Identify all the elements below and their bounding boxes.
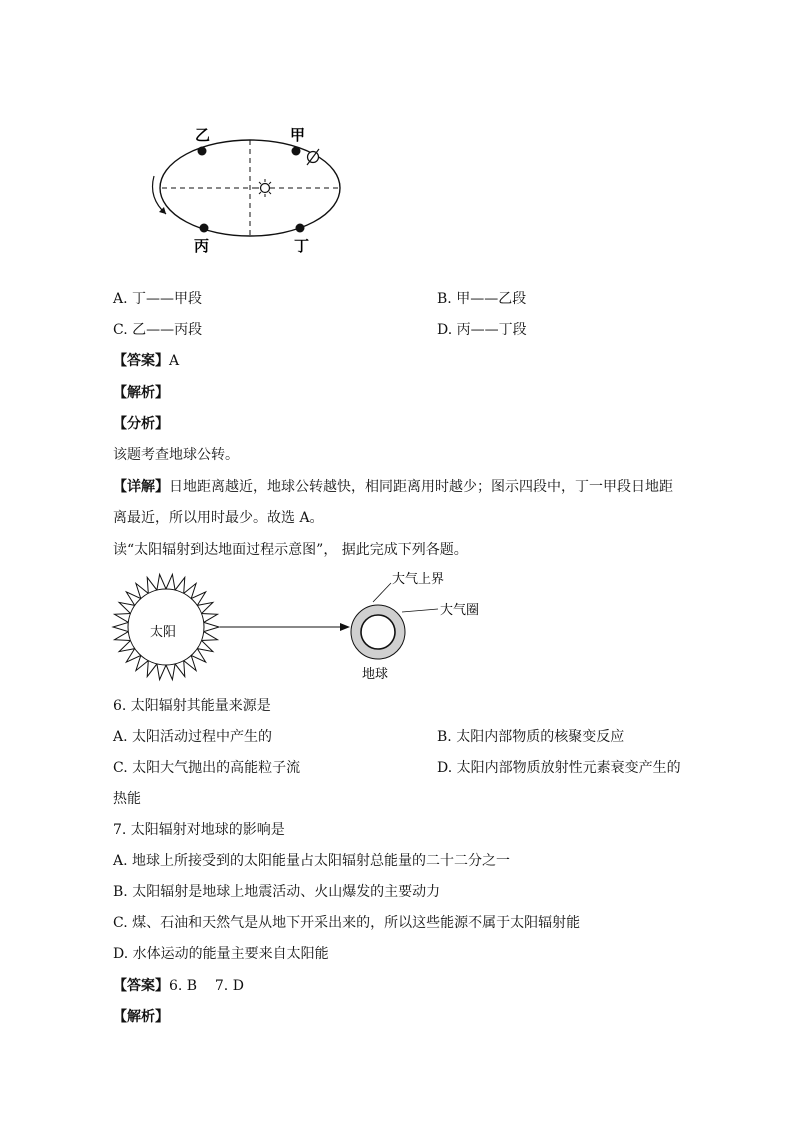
q7-option-d: D. 水体运动的能量主要来自太阳能	[113, 946, 329, 962]
answer-label: 【答案】	[113, 353, 169, 369]
point-bing	[200, 224, 209, 233]
q7-stem: 7. 太阳辐射对地球的影响是	[113, 822, 285, 838]
orbit-diagram	[140, 120, 360, 260]
label-ding: 丁	[294, 237, 310, 255]
label-yi: 乙	[195, 126, 211, 144]
answer-67	[113, 976, 244, 996]
q5-option-d: D. 丙——丁段	[437, 322, 527, 338]
answer-67-value: 6. B 7. D	[169, 978, 244, 994]
fenxi-label: 【分析】	[113, 416, 169, 432]
earth-figure	[351, 605, 405, 659]
q5-option-c: C. 乙——丙段	[113, 322, 203, 338]
sun-icon	[256, 179, 274, 197]
answer-value: A	[169, 353, 180, 369]
detail-text-1: 日地距离越近，地球公转越快，相同距离用时越少；图示四段中，丁一甲段日地距	[169, 479, 673, 495]
atmos-pointer	[402, 609, 438, 612]
topic-text: 该题考查地球公转。	[113, 447, 239, 463]
analysis-67-label: 【解析】	[113, 1009, 169, 1025]
q6-stem: 6. 太阳辐射其能量来源是	[113, 698, 271, 714]
q5-option-b: B. 甲——乙段	[437, 291, 527, 307]
point-yi	[198, 147, 207, 156]
atmos-label: 大气圈	[440, 603, 480, 618]
q7-option-a: A. 地球上所接受到的太阳能量占太阳辐射总能量的二十二分之一	[113, 853, 511, 869]
label-jia: 甲	[290, 126, 306, 144]
q6-option-d-cont: 热能	[113, 791, 141, 807]
label-bing: 丙	[194, 237, 210, 255]
sun-label: 太阳	[150, 625, 177, 640]
detail-line-2: 离最近，所以用时最少。故选 A。	[113, 510, 324, 526]
analysis-label: 【解析】	[113, 385, 169, 401]
q6-option-a: A. 太阳活动过程中产生的	[113, 729, 273, 745]
atmos-top-label: 大气上界	[392, 572, 445, 587]
detail-label: 【详解】	[113, 479, 169, 495]
earth-label: 地球	[362, 667, 389, 682]
answer-5	[113, 351, 179, 371]
q6-option-d: D. 太阳内部物质放射性元素衰变产生的	[437, 760, 681, 776]
q6-option-b: B. 太阳内部物质的核聚变反应	[437, 729, 625, 745]
intro-text: 读“太阳辐射到达地面过程示意图”， 据此完成下列各题。	[113, 542, 468, 558]
radiation-diagram	[110, 565, 500, 685]
point-jia	[292, 147, 301, 156]
atmos-top-pointer	[373, 583, 391, 602]
point-ding	[296, 224, 305, 233]
q7-option-b: B. 太阳辐射是地球上地震活动、火山爆发的主要动力	[113, 884, 441, 900]
q6-option-c: C. 太阳大气抛出的高能粒子流	[113, 760, 301, 776]
q7-option-c: C. 煤、石油和天然气是从地下开采出来的，所以这些能源不属于太阳辐射能	[113, 915, 581, 931]
detail-line-1	[113, 477, 673, 497]
answer-67-label: 【答案】	[113, 978, 169, 994]
q5-option-a: A. 丁——甲段	[113, 291, 203, 307]
arrow-head-icon-2	[340, 623, 350, 631]
